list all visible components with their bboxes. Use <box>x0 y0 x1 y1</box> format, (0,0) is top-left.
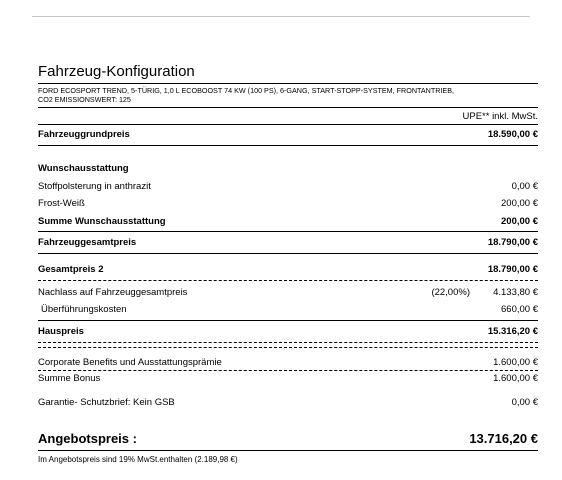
vehicle-spec-line: CO2 EMISSIONSWERT: 125 <box>38 95 131 104</box>
wunsch-heading <box>38 162 538 176</box>
discount-percent: (22,00%) <box>431 287 470 298</box>
summe-wunsch-row <box>38 215 538 229</box>
wunsch-item-row <box>38 197 538 211</box>
dashed-divider <box>38 280 538 281</box>
row-value: 15.316,20 € <box>487 326 538 337</box>
dashed-divider <box>38 342 538 343</box>
grundpreis-row <box>38 128 538 142</box>
row-value: 1.600,00 € <box>493 373 538 384</box>
row-value: 4.133,80 € <box>493 287 538 298</box>
page-title: Fahrzeug-Konfiguration <box>38 63 195 80</box>
row-value: 200,00 € <box>501 198 538 209</box>
row-label: Stoffpolsterung in anthrazit <box>38 181 151 192</box>
vehicle-spec <box>38 86 538 104</box>
row-value: 0,00 € <box>511 397 538 408</box>
wunsch-item-row <box>38 180 538 194</box>
divider <box>38 450 538 451</box>
offer-price-label: Angebotspreis : <box>38 431 137 446</box>
row-label: Fahrzeuggesamtpreis <box>38 237 137 248</box>
row-value: 18.790,00 € <box>487 237 538 248</box>
row-value: 200,00 € <box>501 216 538 227</box>
row-label: Garantie- Schutzbrief: Kein GSB <box>38 397 175 408</box>
row-label: Corporate Benefits und Ausstattungsprämie <box>38 357 222 368</box>
dashed-divider <box>38 370 538 371</box>
garantie-row <box>38 396 538 410</box>
row-label: Hauspreis <box>38 326 84 337</box>
top-divider <box>32 16 530 17</box>
row-label: Nachlass auf Fahrzeuggesamtpreis <box>38 287 188 298</box>
price-column-header <box>38 110 538 124</box>
divider <box>38 231 538 232</box>
title-divider <box>38 83 538 84</box>
summe-bonus-row <box>38 372 538 386</box>
divider <box>38 145 538 146</box>
offer-price-value: 13.716,20 € <box>469 431 538 446</box>
row-label: Summe Bonus <box>38 373 101 384</box>
row-label: Gesamtpreis 2 <box>38 264 104 275</box>
section-heading: Wunschausstattung <box>38 163 129 174</box>
row-value: 18.790,00 € <box>487 264 538 275</box>
spec-divider <box>38 107 538 108</box>
vehicle-spec-line: FORD ECOSPORT TREND, 5-TÜRIG, 1,0 L ECOBOOST 74 KW (100 PS), 6-GANG, START-STOPP-SYSTEM, FRONTANTRIEB, <box>38 86 455 95</box>
gesamtpreis2-row <box>38 263 538 277</box>
row-value: 1.600,00 € <box>493 357 538 368</box>
vat-footnote: Im Angebotspreis sind 19% MwSt.enthalten (2.189,98 €) <box>38 455 238 464</box>
corporate-row <box>38 356 538 370</box>
divider <box>38 124 538 125</box>
hauspreis-row <box>38 325 538 339</box>
angebotspreis-row <box>38 430 538 448</box>
ueberfuehrung-row <box>38 303 538 317</box>
row-label: Fahrzeuggrundpreis <box>38 129 130 140</box>
row-value: 660,00 € <box>501 304 538 315</box>
nachlass-row <box>38 286 538 300</box>
row-value: 0,00 € <box>511 181 538 192</box>
row-label: Summe Wunschausstattung <box>38 216 166 227</box>
dashed-divider <box>38 347 538 348</box>
row-value: 18.590,00 € <box>487 129 538 140</box>
divider <box>38 253 538 254</box>
price-header-label: UPE** inkl. MwSt. <box>462 111 538 122</box>
row-label: Überführungskosten <box>41 304 127 315</box>
gesamtpreis-row <box>38 236 538 250</box>
row-label: Frost-Weiß <box>38 198 85 209</box>
divider <box>38 320 538 321</box>
